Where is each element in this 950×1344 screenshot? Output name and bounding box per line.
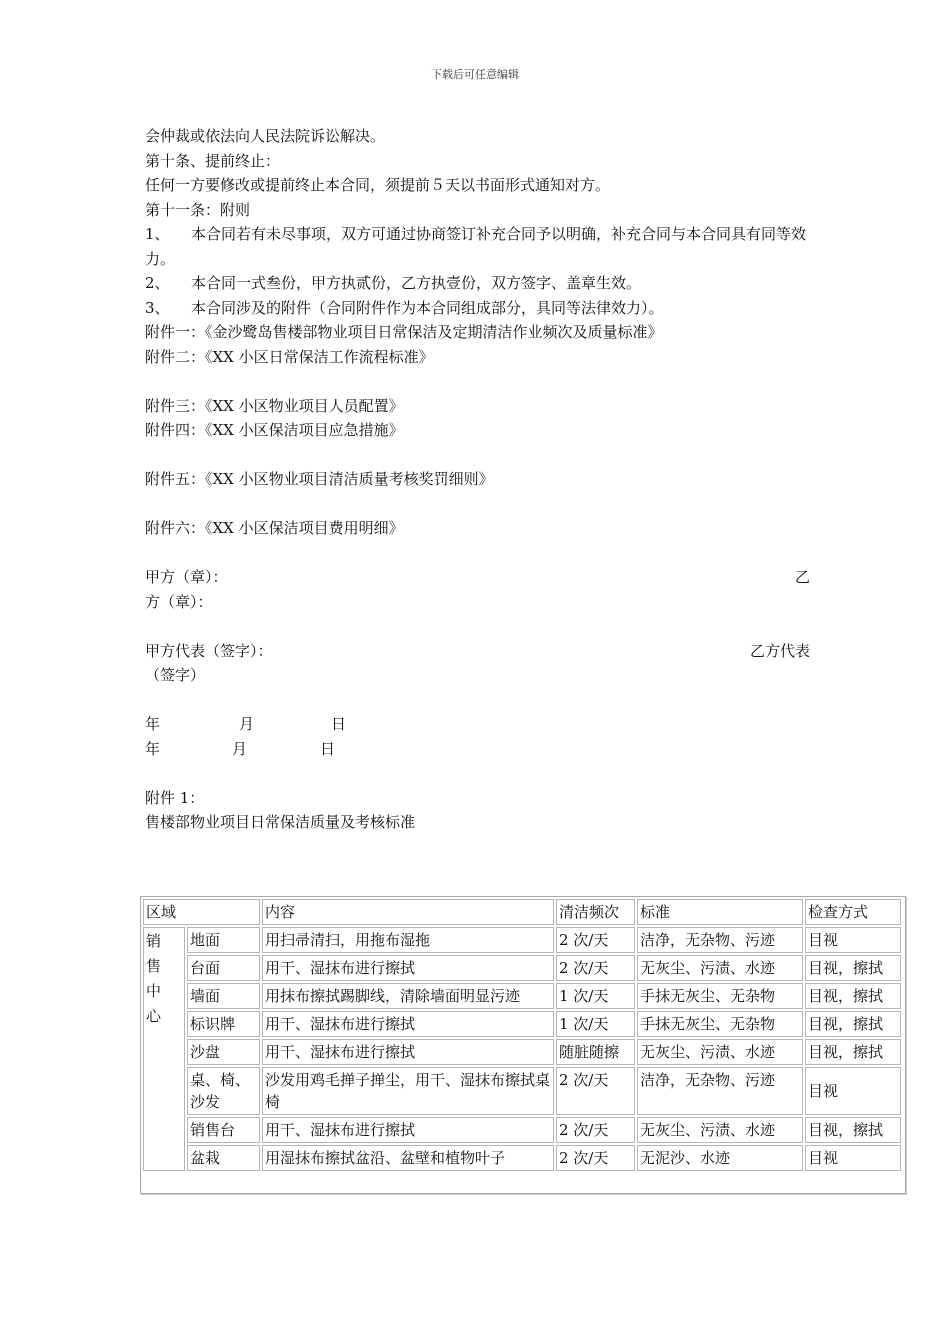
clause-number: 3、 xyxy=(145,298,170,317)
inspection-cell: 目视，擦拭 xyxy=(805,1117,901,1143)
inspection-cell: 目视，擦拭 xyxy=(805,983,901,1009)
party-a-seal: 甲方（章）： xyxy=(145,568,228,586)
item-cell: 地面 xyxy=(187,927,260,953)
clause-item xyxy=(145,222,810,271)
item-cell: 盆栽 xyxy=(187,1145,260,1171)
page-header: 下载后可任意编辑 xyxy=(431,68,519,81)
header-standard: 标准 xyxy=(637,899,803,925)
attachment-item: 附件一：《金沙鹭岛售楼部物业项目日常保洁及定期清洁作业频次及质量标准》 xyxy=(145,323,663,341)
month-label: 月 xyxy=(239,715,255,733)
article-heading: 第十条、提前终止： xyxy=(145,151,281,170)
inspection-cell: 目视 xyxy=(805,927,901,953)
clause-number: 2、 xyxy=(145,274,170,292)
table-row xyxy=(143,983,901,1009)
frequency-cell: 1 次/天 xyxy=(556,1011,635,1037)
header-content: 内容 xyxy=(262,899,554,925)
representative-line xyxy=(145,639,810,664)
attachment-item: 附件四：《XX 小区保洁项目应急措施》 xyxy=(145,421,404,439)
party-a-representative: 甲方代表（签字）： xyxy=(145,641,273,660)
frequency-cell: 2 次/天 xyxy=(556,955,635,981)
inspection-cell: 目视，擦拭 xyxy=(805,955,901,981)
frequency-cell: 2 次/天 xyxy=(556,1117,635,1143)
item-cell: 墙面 xyxy=(187,983,260,1009)
content-cell: 用干、湿抹布进行擦拭 xyxy=(262,1117,554,1143)
paragraph: 会仲裁或依法向人民法院诉讼解决。 xyxy=(145,127,386,145)
standard-cell: 无灰尘、污渍、水迹 xyxy=(637,1039,803,1065)
inspection-cell: 目视 xyxy=(805,1145,901,1171)
clause-text: 本合同涉及的附件（合同附件作为本合同组成部分，具同等法律效力）。 xyxy=(191,298,664,317)
frequency-cell: 2 次/天 xyxy=(556,1145,635,1171)
attachment-item: 附件三：《XX 小区物业项目人员配置》 xyxy=(145,396,404,415)
day-label: 日 xyxy=(331,715,347,733)
content-cell: 用抹布擦拭踢脚线，清除墙面明显污迹 xyxy=(262,983,554,1009)
document-body xyxy=(145,124,810,835)
standard-cell: 洁净，无杂物、污迹 xyxy=(637,927,803,953)
content-cell: 沙发用鸡毛掸子掸尘，用干、湿抹布擦拭桌椅 xyxy=(262,1067,554,1115)
standards-table-frame xyxy=(140,896,906,1194)
content-cell: 用干、湿抹布进行擦拭 xyxy=(262,1039,554,1065)
clause-text: 本合同若有未尽事项，双方可通过协商签订补充合同予以明确，补充合同与本合同具有同等效力。 xyxy=(145,225,807,268)
standard-cell: 洁净，无杂物、污迹 xyxy=(637,1067,803,1115)
paragraph: 任何一方要修改或提前终止本合同，须提前５天以书面形式通知对方。 xyxy=(145,176,611,194)
frequency-cell: 随脏随擦 xyxy=(556,1039,635,1065)
inspection-cell: 目视，擦拭 xyxy=(805,1039,901,1065)
table-row xyxy=(143,1039,901,1065)
header-area: 区域 xyxy=(143,899,260,925)
content-cell: 用湿抹布擦拭盆沿、盆壁和植物叶子 xyxy=(262,1145,554,1171)
table-row xyxy=(143,1145,901,1171)
date-line-party-a xyxy=(145,712,810,737)
table-row xyxy=(143,955,901,981)
attachment-item: 附件二：《XX 小区日常保洁工作流程标准》 xyxy=(145,347,434,366)
year-label: 年 xyxy=(145,739,161,758)
appendix-label: 附件 1： xyxy=(145,788,205,807)
item-cell: 销售台 xyxy=(187,1117,260,1143)
party-b-seal-end: 方（章）： xyxy=(145,592,213,611)
clause-item xyxy=(145,271,810,296)
seal-line xyxy=(145,565,810,590)
standard-cell: 无泥沙、水迹 xyxy=(637,1145,803,1171)
clause-text: 本合同一式叁份，甲方执贰份，乙方执壹份，双方签字、盖章生效。 xyxy=(191,274,642,292)
inspection-cell: 目视 xyxy=(805,1067,901,1115)
frequency-cell: 2 次/天 xyxy=(556,927,635,953)
appendix-title: 售楼部物业项目日常保洁质量及考核标准 xyxy=(145,813,416,831)
clause-number: 1、 xyxy=(145,225,170,243)
party-b-seal-start: 乙 xyxy=(794,568,810,586)
date-line-party-b xyxy=(145,737,810,762)
item-cell: 沙盘 xyxy=(187,1039,260,1065)
area-label: 销售中心 xyxy=(146,932,162,1025)
month-label: 月 xyxy=(232,739,248,758)
standards-table xyxy=(141,897,903,1173)
clause-item xyxy=(145,296,810,321)
header-inspection: 检查方式 xyxy=(805,899,901,925)
standard-cell: 无灰尘、污渍、水迹 xyxy=(637,1117,803,1143)
table-row xyxy=(143,927,901,953)
table-row xyxy=(143,1117,901,1143)
frequency-cell: 1 次/天 xyxy=(556,983,635,1009)
item-cell: 标识牌 xyxy=(187,1011,260,1037)
item-cell: 桌、椅、沙发 xyxy=(187,1067,260,1115)
content-cell: 用扫帚清扫，用拖布湿拖 xyxy=(262,927,554,953)
item-cell: 台面 xyxy=(187,955,260,981)
standard-cell: 手抹无灰尘、无杂物 xyxy=(637,1011,803,1037)
content-cell: 用干、湿抹布进行擦拭 xyxy=(262,955,554,981)
area-cell xyxy=(143,927,185,1171)
inspection-cell: 目视，擦拭 xyxy=(805,1011,901,1037)
year-label: 年 xyxy=(145,715,161,733)
header-frequency: 清洁频次 xyxy=(556,899,635,925)
standard-cell: 手抹无灰尘、无杂物 xyxy=(637,983,803,1009)
attachment-item: 附件六：《XX 小区保洁项目费用明细》 xyxy=(145,519,404,537)
standard-cell: 无灰尘、污渍、水迹 xyxy=(637,955,803,981)
attachment-item: 附件五：《XX 小区物业项目清洁质量考核奖罚细则》 xyxy=(145,470,494,488)
day-label: 日 xyxy=(320,739,336,758)
article-heading: 第十一条：附则 xyxy=(145,200,251,219)
table-header-row xyxy=(143,899,901,925)
party-b-representative-start: 乙方代表 xyxy=(749,641,810,660)
table-row xyxy=(143,1011,901,1037)
content-cell: 用干、湿抹布进行擦拭 xyxy=(262,1011,554,1037)
frequency-cell: 2 次/天 xyxy=(556,1067,635,1115)
party-b-representative-end: （签字） xyxy=(145,666,206,684)
table-row xyxy=(143,1067,901,1115)
